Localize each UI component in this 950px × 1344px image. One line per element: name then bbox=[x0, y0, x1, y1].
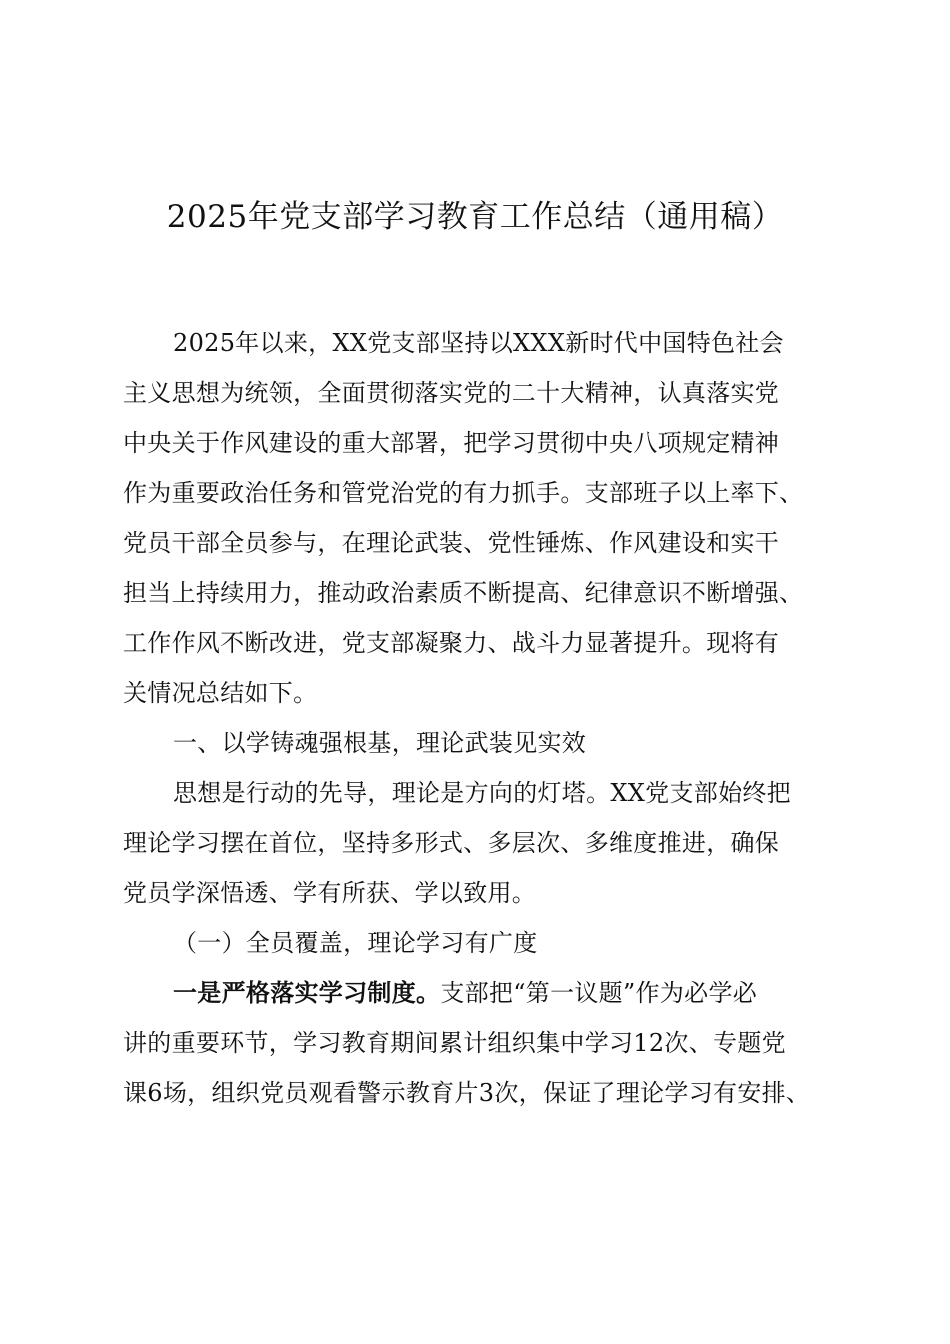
paragraph-line: 2025年以来，XX党支部坚持以XXX新时代中国特色社会 bbox=[173, 329, 784, 357]
paragraph-line: 讲的重要环节，学习教育期间累计组织集中学习12次、专题党 bbox=[123, 1029, 786, 1057]
paragraph-line: 作为重要政治任务和管党治党的有力抓手。支部班子以上率下、 bbox=[123, 479, 804, 507]
paragraph-line-with-lead bbox=[123, 968, 835, 1018]
paragraph-line: 工作作风不断改进，党支部凝聚力、战斗力显著提升。现将有 bbox=[123, 629, 780, 657]
paragraph-line: 党员干部全员参与，在理论武装、党性锤炼、作风建设和实干 bbox=[123, 529, 780, 557]
paragraph-line: 党员学深悟透、学有所获、学以致用。 bbox=[123, 879, 537, 907]
paragraph-line: 中央关于作风建设的重大部署，把学习贯彻中央八项规定精神 bbox=[123, 429, 780, 457]
paragraph-line: 课6场，组织党员观看警示教育片3次，保证了理论学习有安排、 bbox=[123, 1079, 811, 1107]
bold-lead-text: 一是严格落实学习制度。 bbox=[173, 978, 441, 1007]
section-heading: 一、以学铸魂强根基，理论武装见实效 bbox=[173, 729, 587, 757]
subsection-heading: （一）全员覆盖，理论学习有广度 bbox=[173, 929, 538, 957]
paragraph-text: 支部把“第一议题”作为必学必 bbox=[440, 979, 758, 1007]
paragraph-line: 关情况总结如下。 bbox=[123, 679, 318, 707]
document-body bbox=[123, 318, 835, 1118]
paragraph-line: 担当上持续用力，推动政治素质不断提高、纪律意识不断增强、 bbox=[123, 579, 804, 607]
document-title: 2025年党支部学习教育工作总结（通用稿） bbox=[166, 199, 784, 235]
paragraph-line: 主义思想为统领，全面贯彻落实党的二十大精神，认真落实党 bbox=[123, 379, 780, 407]
paragraph-line: 思想是行动的先导，理论是方向的灯塔。XX党支部始终把 bbox=[173, 779, 791, 807]
paragraph-line: 理论学习摆在首位，坚持多形式、多层次、多维度推进，确保 bbox=[123, 829, 780, 857]
